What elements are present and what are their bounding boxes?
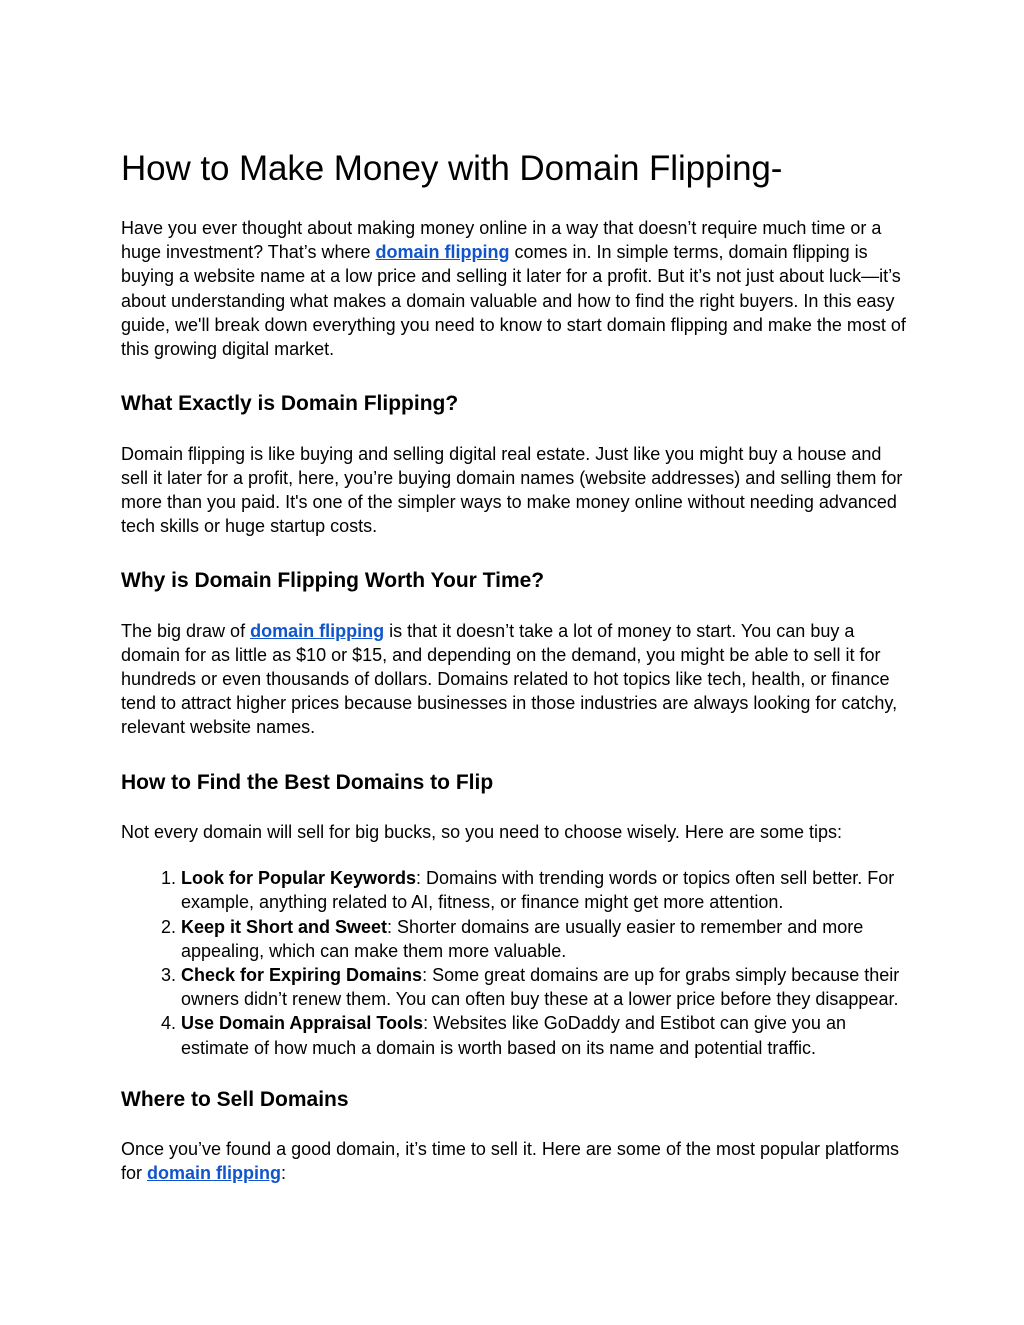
section-heading-what-is: What Exactly is Domain Flipping? [121, 392, 459, 416]
domain-flipping-link[interactable]: domain flipping [250, 620, 385, 641]
tip-text: : Some great domains are up for grabs simply because their owners didn’t renew them. You can often buy these at a lower price before they disappear. [181, 964, 900, 1010]
section-find-best-paragraph: Not every domain will sell for big bucks, so you need to choose wisely. Here are some tips: [121, 821, 842, 842]
section-what-is-paragraph: Domain flipping is like buying and selling digital real estate. Just like you might buy a house and sell it later for a profit, here, you’re buying domain names (website addresses) and selling them for more than you paid. It's one of the simpler ways to make money online without needing advanced tech skills or huge startup costs. [121, 443, 903, 537]
list-item [181, 915, 906, 963]
tip-term: Use Domain Appraisal Tools [181, 1013, 424, 1034]
section-where-sell-paragraph [121, 1137, 906, 1185]
list-item [181, 866, 906, 914]
tip-text: : Domains with trending words or topics often sell better. For example, anything related to AI, fitness, or finance might get more attention. [181, 868, 895, 913]
tip-term: Keep it Short and Sweet [181, 916, 388, 937]
list-item [181, 1011, 906, 1059]
why-text-before: The big draw of [121, 620, 251, 641]
section-heading-why-worth: Why is Domain Flipping Worth Your Time? [121, 569, 545, 593]
where-text-after: : [281, 1163, 287, 1184]
tip-text: : Shorter domains are usually easier to remember and more appealing, which can make them more valuable. [181, 916, 864, 961]
section-why-worth-paragraph [121, 619, 906, 740]
section-heading-find-best: How to Find the Best Domains to Flip [121, 770, 494, 794]
tip-text: : Websites like GoDaddy and Estibot can give you an estimate of how much a domain is worth based on its name and potential traffic. [181, 1013, 846, 1058]
intro-text-after: comes in. In simple terms, domain flipping is buying a website name at a low price and selling it later for a profit. But it’s not just about luck—it’s about understanding what makes a domain valuable and how to find the right buyers. In this easy guide, we'll break down everything you need to know to start domain flipping and make the most of this growing digital market. [121, 242, 906, 360]
where-text-before: Once you’ve found a good domain, it’s time to sell it. Here are some of the most popular platforms for [121, 1139, 900, 1184]
page-title: How to Make Money with Domain Flipping- [121, 149, 783, 188]
intro-paragraph [121, 216, 906, 361]
tip-term: Look for Popular Keywords [181, 868, 417, 889]
tips-list [121, 866, 906, 1060]
list-item [181, 963, 906, 1011]
domain-flipping-link[interactable]: domain flipping [147, 1163, 281, 1184]
intro-text-before: Have you ever thought about making money online in a way that doesn’t require much time or a huge investment? That’s where [121, 218, 882, 263]
why-text-after: is that it doesn’t take a lot of money to start. You can buy a domain for as little as $10 or $15, and depending on the demand, you might be able to sell it for hundreds or even thousands of dollars. Domains related to hot topics like tech, health, or finance tend to attract higher prices because businesses in those industries are always looking for catchy, relevant website names. [121, 620, 898, 738]
section-heading-where-sell: Where to Sell Domains [121, 1087, 349, 1111]
domain-flipping-link[interactable]: domain flipping [375, 242, 510, 263]
tip-term: Check for Expiring Domains [181, 964, 423, 985]
